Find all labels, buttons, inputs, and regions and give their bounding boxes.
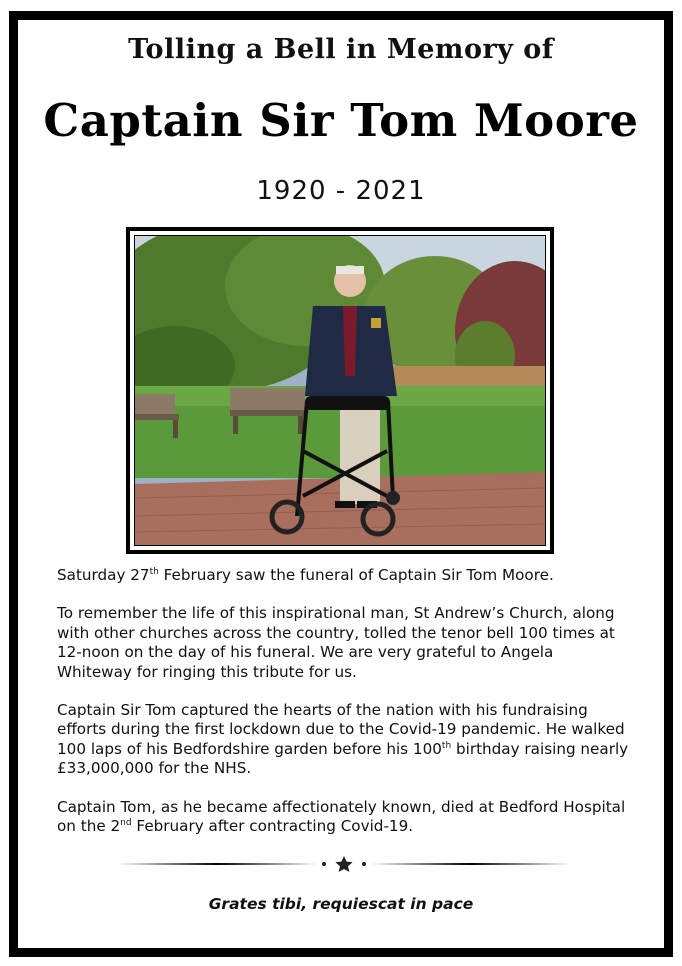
page-title: Captain Sir Tom Moore: [43, 94, 639, 147]
closing-latin-phrase: Grates tibi, requiescat in pace: [208, 895, 474, 913]
superscript: th: [441, 740, 452, 751]
text-span: February saw the funeral of Captain Sir Tom Moore.: [158, 566, 554, 584]
paragraph-fundraising: [57, 701, 632, 779]
superscript: nd: [120, 818, 132, 829]
article-body: [57, 566, 632, 855]
divider-dot-left: [322, 862, 326, 866]
photo-frame: [126, 227, 554, 554]
divider-dot-right: [362, 862, 366, 866]
paragraph-funeral: [57, 566, 632, 585]
star-divider: [118, 854, 570, 874]
divider-line-right: [370, 863, 570, 865]
superscript: th: [149, 567, 159, 577]
divider-line-left: [118, 863, 318, 865]
text-span: February after contracting Covid-19.: [131, 817, 414, 836]
text-span: Captain Tom, as he became affectionately known, died at Bedford Hospital on the 2: [57, 797, 626, 836]
heading-intro: Tolling a Bell in Memory of: [128, 34, 554, 65]
star-icon: [335, 856, 352, 872]
text-span: birthday raising nearly £33,000,000 for the NHS.: [57, 739, 629, 778]
years-subtitle: 1920 - 2021: [256, 176, 426, 206]
paragraph-bell-tribute: To remember the life of this inspirational man, St Andrew’s Church, along with other churches across the country, tolled the tenor bell 100 times at 12-noon on the day of his funeral. We are very grateful to Angela Whiteway for ringing this tribute for us.: [57, 604, 615, 681]
memorial-photo: [134, 235, 546, 546]
garden-photo-image: [135, 236, 545, 545]
paragraph-death: [57, 798, 632, 837]
text-span: Captain Sir Tom captured the hearts of the nation with his fundraising efforts during the first lockdown due to the Covid-19 pandemic. He walked 100 laps of his Bedfordshire garden before his 100: [57, 701, 625, 758]
text-span: Saturday 27: [57, 566, 150, 584]
